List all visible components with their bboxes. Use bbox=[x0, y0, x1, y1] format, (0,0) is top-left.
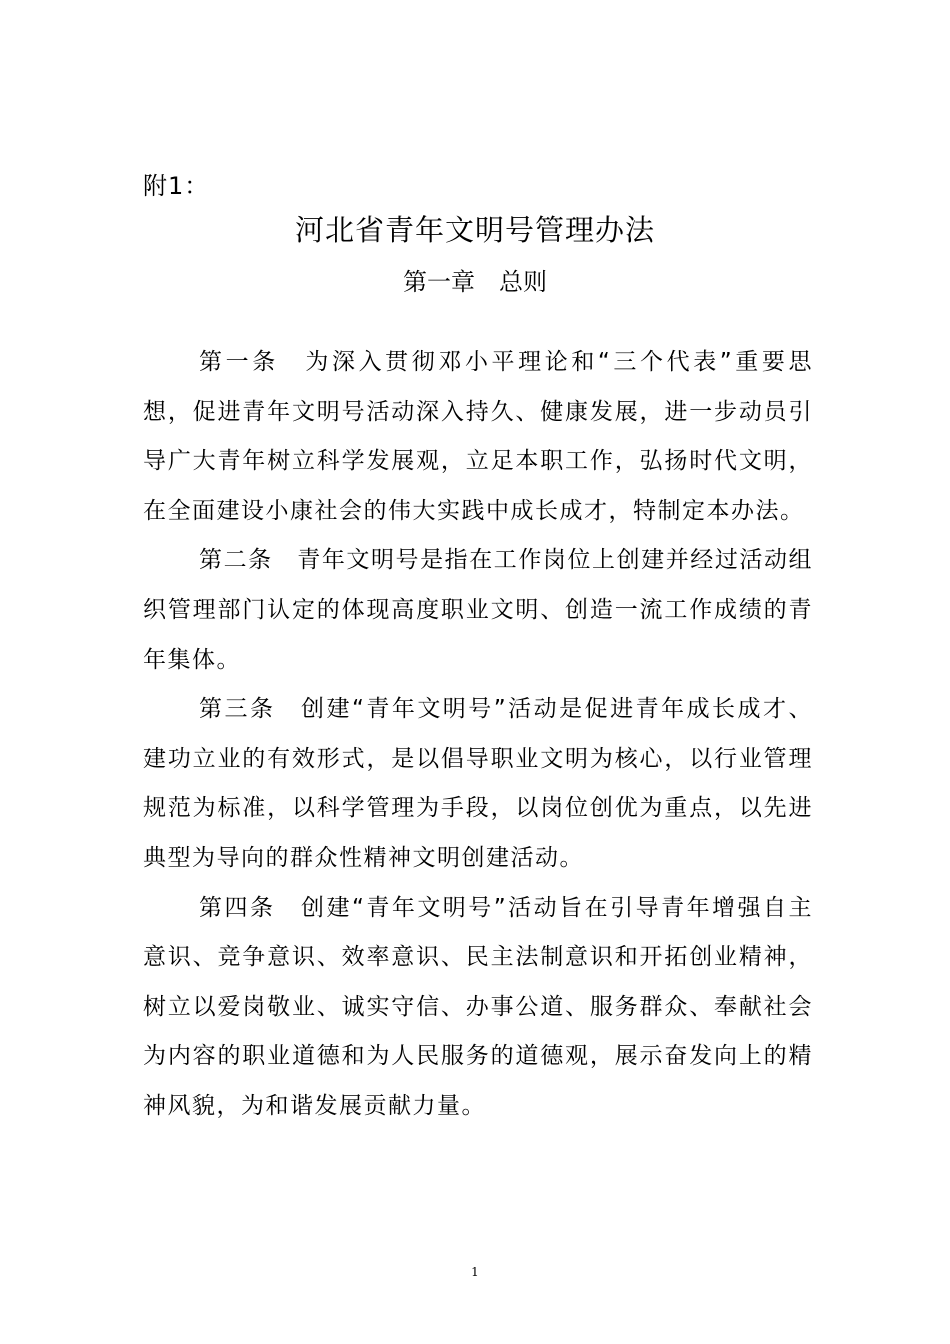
document-body bbox=[143, 338, 813, 1132]
article-2 bbox=[143, 536, 813, 685]
article-number: 第三条 bbox=[199, 696, 276, 723]
article-text: 创建“青年文明号”活动是促进青年成长成才、建功立业的有效形式，是以倡导职业文明为核心，以行业管理规范为标准，以科学管理为手段，以岗位创优为重点，以先进典型为导向的群众性精神文明创建活动。 bbox=[143, 696, 814, 871]
article-number: 第二条 bbox=[199, 547, 273, 574]
article-4 bbox=[143, 884, 813, 1132]
article-1 bbox=[143, 338, 813, 536]
article-3 bbox=[143, 685, 813, 883]
article-number: 第四条 bbox=[199, 894, 276, 921]
article-text: 创建“青年文明号”活动旨在引导青年增强自主意识、竞争意识、效率意识、民主法制意识和开拓创业精神，树立以爱岗敬业、诚实守信、办事公道、服务群众、奉献社会为内容的职业道德和为人民服务的道德观，展示奋发向上的精神风貌，为和谐发展贡献力量。 bbox=[143, 894, 814, 1119]
chapter-heading: 第一章 总则 bbox=[403, 268, 547, 296]
article-text: 青年文明号是指在工作岗位上创建并经过活动组织管理部门认定的体现高度职业文明、创造一流工作成绩的青年集体。 bbox=[143, 547, 813, 673]
page-number: 1 bbox=[471, 1265, 479, 1279]
document-title: 河北省青年文明号管理办法 bbox=[294, 213, 655, 247]
article-number: 第一条 bbox=[199, 349, 279, 375]
attachment-label: 附1： bbox=[143, 172, 210, 200]
article-text: 为深入贯彻邓小平理论和“三个代表”重要思想，促进青年文明号活动深入持久、健康发展，进一步动员引导广大青年树立科学发展观，立足本职工作，弘扬时代文明，在全面建设小康社会的伟大实践中成长成才，特制定本办法。 bbox=[143, 349, 813, 524]
